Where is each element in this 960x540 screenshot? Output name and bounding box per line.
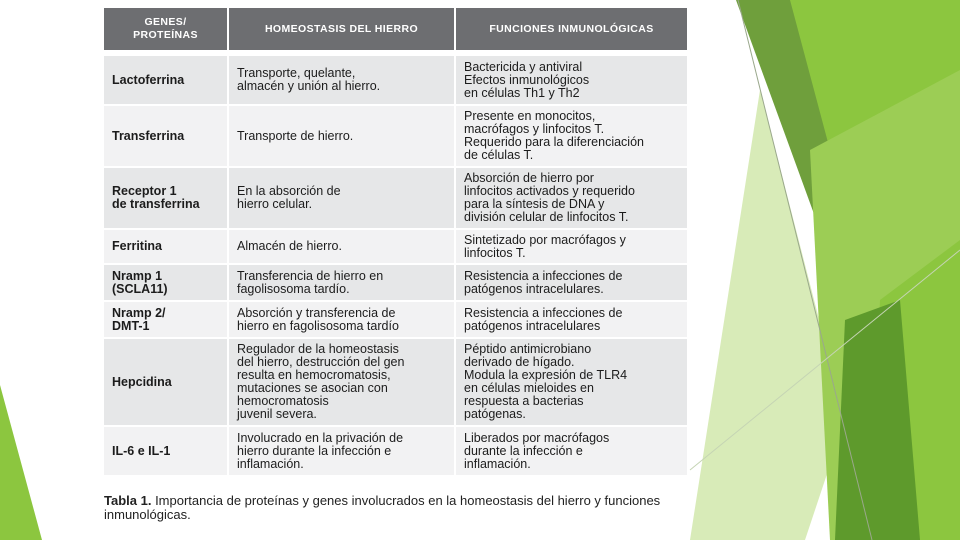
- immune-cell: Absorción de hierro por linfocitos activados y requerido para la síntesis de DNA y división celular de linfocitos T.: [455, 167, 687, 229]
- immune-cell: Presente en monocitos, macrófagos y linfocitos T. Requerido para la diferenciación de células T.: [455, 105, 687, 167]
- immune-cell: Liberados por macrófagos durante la infección e inflamación.: [455, 426, 687, 476]
- homeostasis-cell: Involucrado en la privación de hierro durante la infección e inflamación.: [228, 426, 455, 476]
- immune-cell: Resistencia a infecciones de patógenos intracelulares: [455, 301, 687, 338]
- immune-cell: Bactericida y antiviral Efectos inmunológicos en células Th1 y Th2: [455, 55, 687, 105]
- gene-cell: Nramp 2/ DMT-1: [104, 301, 228, 338]
- immune-cell: Sintetizado por macrófagos y linfocitos T.: [455, 229, 687, 264]
- gene-cell: IL-6 e IL-1: [104, 426, 228, 476]
- homeostasis-cell: Transporte, quelante, almacén y unión al hierro.: [228, 55, 455, 105]
- gene-cell: Lactoferrina: [104, 55, 228, 105]
- gene-cell: Ferritina: [104, 229, 228, 264]
- homeostasis-cell: En la absorción de hierro celular.: [228, 167, 455, 229]
- caption-text: Importancia de proteínas y genes involucrados en la homeostasis del hierro y funciones inmunológicas.: [104, 493, 661, 522]
- immune-cell: Resistencia a infecciones de patógenos intracelulares.: [455, 264, 687, 301]
- iron-genes-table: [104, 8, 687, 477]
- table-row: [104, 105, 687, 167]
- homeostasis-cell: Absorción y transferencia de hierro en fagolisosoma tardío: [228, 301, 455, 338]
- header-iron-homeostasis: HOMEOSTASIS DEL HIERRO: [228, 8, 455, 50]
- table-row: [104, 426, 687, 476]
- gene-cell: Receptor 1 de transferrina: [104, 167, 228, 229]
- table-caption: [104, 494, 694, 522]
- table-row: [104, 229, 687, 264]
- table-row: [104, 301, 687, 338]
- table-row: [104, 55, 687, 105]
- homeostasis-cell: Transporte de hierro.: [228, 105, 455, 167]
- gene-cell: Nramp 1 (SCLA11): [104, 264, 228, 301]
- gene-cell: Transferrina: [104, 105, 228, 167]
- homeostasis-cell: Regulador de la homeostasis del hierro, destrucción del gen resulta en hemocromatosis, mutaciones se asocian con hemocromatosis juvenil severa.: [228, 338, 455, 426]
- left-green-triangle: [0, 385, 42, 540]
- homeostasis-cell: Almacén de hierro.: [228, 229, 455, 264]
- header-immune-functions: FUNCIONES INMUNOLÓGICAS: [455, 8, 687, 50]
- table-header-row: [104, 8, 687, 50]
- homeostasis-cell: Transferencia de hierro en fagolisosoma tardío.: [228, 264, 455, 301]
- caption-label: Tabla 1.: [104, 493, 152, 508]
- table-row: [104, 264, 687, 301]
- immune-cell: Péptido antimicrobiano derivado de hígado. Modula la expresión de TLR4 en células mieloides en respuesta a bacterias patógenas.: [455, 338, 687, 426]
- table-row: [104, 338, 687, 426]
- header-genes-proteins: GENES/ PROTEÍNAS: [104, 8, 228, 50]
- gene-cell: Hepcidina: [104, 338, 228, 426]
- table-row: [104, 167, 687, 229]
